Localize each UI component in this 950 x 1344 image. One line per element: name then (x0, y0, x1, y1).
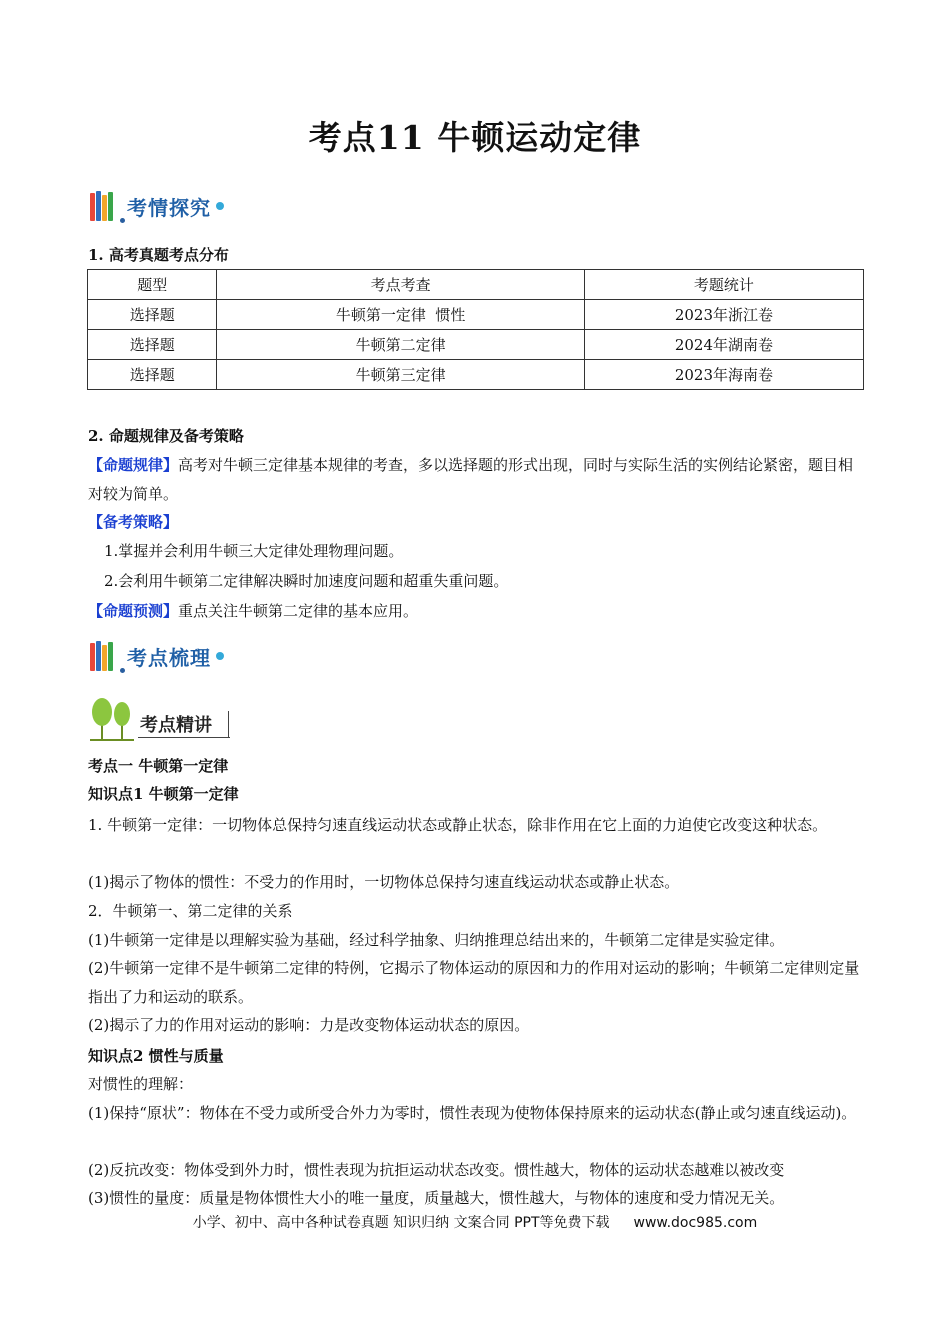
kp2-paragraph: (2)反抗改变：物体受到外力时，惯性表现为抗拒运动状态改变。惯性越大，物体的运动状态越难以被改变 (88, 1161, 785, 1179)
kp2-paragraph: (1)保持“原状”：物体在不受力或所受合外力为零时，惯性表现为使物体保持原来的运动状态(静止或匀速直线运动)。 (88, 1104, 857, 1122)
column-header: 题型 (88, 270, 217, 300)
books-icon (90, 641, 114, 671)
divider (228, 711, 229, 737)
divider (138, 737, 230, 738)
kp1-paragraph: 2．牛顿第一、第二定律的关系 (88, 902, 293, 920)
kp1-paragraph: (2)揭示了力的作用对运动的影响：力是改变物体运动状态的原因。 (88, 1016, 530, 1034)
table-cell: 2023年浙江卷 (584, 300, 863, 330)
dot-icon (120, 218, 125, 223)
rule-tag: 【命题规律】 (88, 456, 179, 474)
table-cell: 牛顿第一定律 惯性 (217, 300, 584, 330)
predict-paragraph (88, 597, 866, 626)
kp1-paragraph: (1)牛顿第一定律是以理解实验为基础，经过科学抽象、归纳推理总结出来的，牛顿第二定律是实验定律。 (88, 931, 785, 949)
table-row (88, 360, 864, 390)
table-cell: 2024年湖南卷 (584, 330, 863, 360)
kp1-paragraph: (1)揭示了物体的惯性：不受力的作用时，一切物体总保持匀速直线运动状态或静止状态。 (88, 873, 680, 891)
table-cell: 选择题 (88, 300, 217, 330)
kp2-paragraph: 对惯性的理解： (88, 1075, 194, 1093)
table-cell: 选择题 (88, 360, 217, 390)
table-cell: 牛顿第三定律 (217, 360, 584, 390)
dot-icon (216, 202, 224, 210)
distribution-heading: 1. 高考真题考点分布 (88, 246, 229, 264)
prep-item: 2.会利用牛顿第二定律解决瞬时加速度问题和超重失重问题。 (104, 572, 509, 590)
footer (0, 1212, 950, 1232)
banner-label: 考点精讲 (140, 715, 212, 736)
table-row (88, 330, 864, 360)
footer-text: 小学、初中、高中各种试卷真题 知识归纳 文案合同 PPT等免费下载 (192, 1215, 610, 1231)
footer-link[interactable]: www.doc985.com (633, 1215, 758, 1231)
prep-item: 1.掌握并会利用牛顿三大定律处理物理问题。 (104, 542, 404, 560)
prep-tag: 【备考策略】 (88, 513, 179, 531)
banner-label: 考点梳理 (127, 645, 211, 670)
predict-text: 重点关注牛顿第二定律的基本应用。 (178, 602, 419, 620)
prep-tag-line (88, 508, 866, 537)
kp1-title: 知识点1 牛顿第一定律 (88, 785, 239, 803)
column-header: 考题统计 (584, 270, 863, 300)
dot-icon (216, 652, 224, 660)
table-cell: 选择题 (88, 330, 217, 360)
column-header: 考点考查 (217, 270, 584, 300)
rule-paragraph (88, 451, 866, 509)
section-banner-jingjiang (88, 697, 238, 743)
banner-label: 考情探究 (127, 195, 211, 220)
trees-icon (88, 697, 136, 741)
kaodian-title: 考点一 牛顿第一定律 (88, 757, 229, 775)
section-banner-shuli (90, 636, 224, 676)
table-cell: 2023年海南卷 (584, 360, 863, 390)
strategy-heading: 2. 命题规律及备考策略 (88, 427, 244, 445)
table-row (88, 300, 864, 330)
table-cell: 牛顿第二定律 (217, 330, 584, 360)
kp1-paragraph: 1. 牛顿第一定律：一切物体总保持匀速直线运动状态或静止状态，除非作用在它上面的力迫使它改变这种状态。 (88, 816, 828, 834)
page-title: 考点11 牛顿运动定律 (308, 118, 642, 157)
dot-icon (120, 668, 125, 673)
table-header-row (88, 270, 864, 300)
rule-text: 高考对牛顿三定律基本规律的考查，多以选择题的形式出现，同时与实际生活的实例结论紧密，题目相对较为简单。 (88, 456, 854, 503)
predict-tag: 【命题预测】 (88, 602, 179, 620)
books-icon (90, 191, 114, 221)
section-banner-kaoqing (90, 186, 224, 226)
kp2-title: 知识点2 惯性与质量 (88, 1047, 224, 1065)
kp1-paragraph: (2)牛顿第一定律不是牛顿第二定律的特例，它揭示了物体运动的原因和力的作用对运动的影响；牛顿第二定律则定量指出了力和运动的联系。 (88, 959, 860, 1006)
kp2-paragraph: (3)惯性的量度：质量是物体惯性大小的唯一量度，质量越大，惯性越大，与物体的速度和受力情况无关。 (88, 1189, 785, 1207)
distribution-table (87, 269, 864, 390)
